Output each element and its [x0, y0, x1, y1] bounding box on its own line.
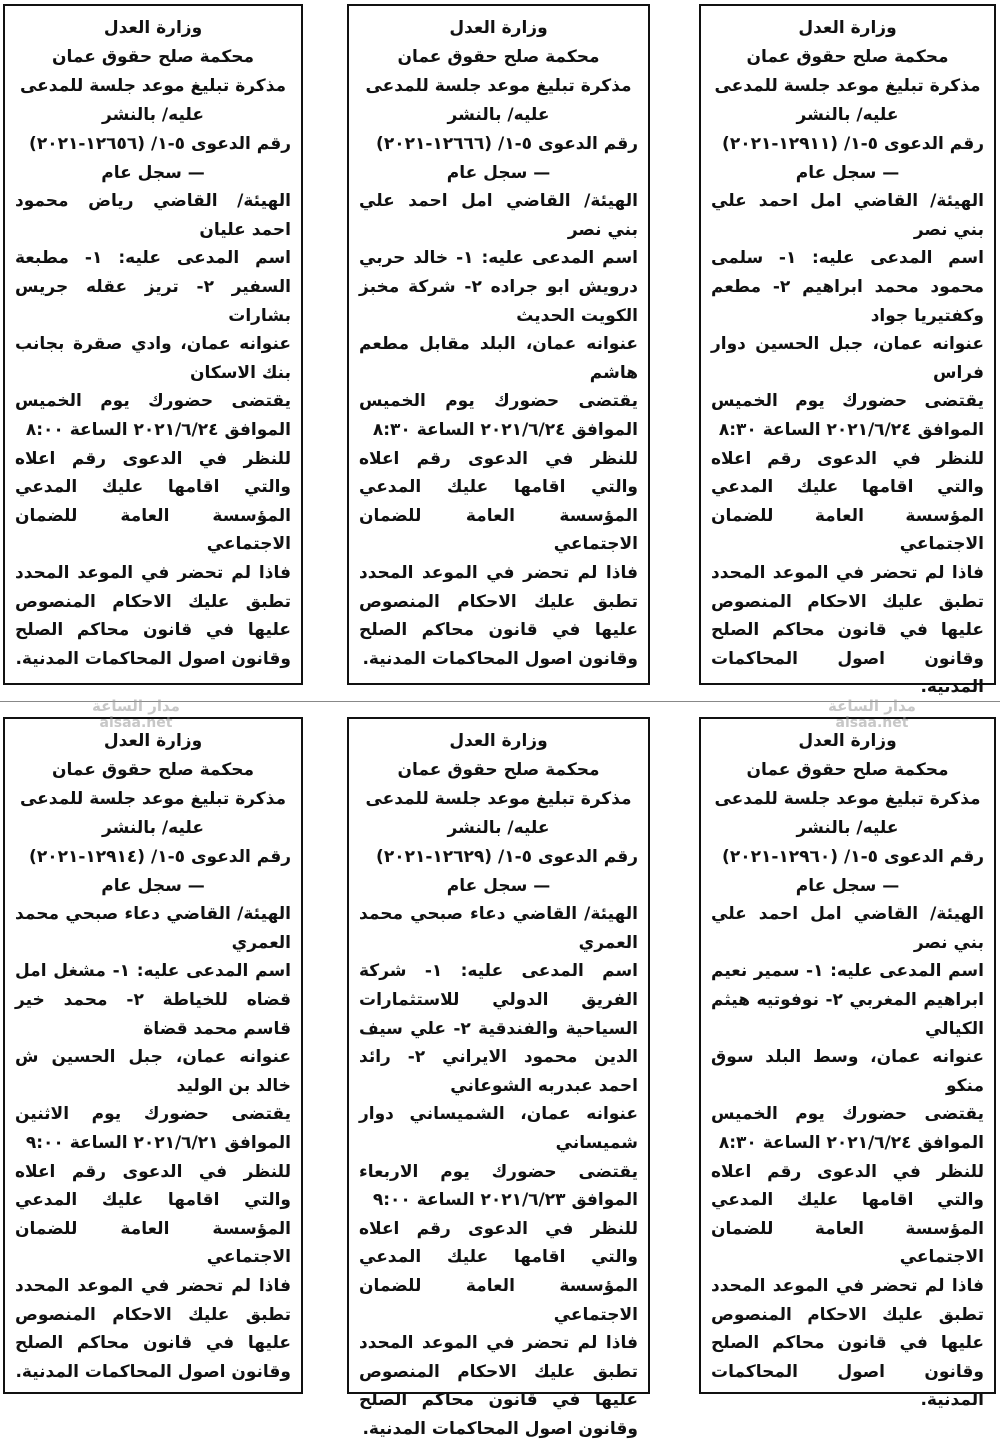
warning-text: فاذا لم تحضر في الموعد المحدد تطبق عليك الاحكام المنصوص عليها في قانون محاكم الصلح وقانون اصول المحاكمات المدنية. [359, 1333, 638, 1439]
ministry-title: وزارة العدل [449, 731, 548, 751]
ministry-title: وزارة العدل [103, 18, 203, 38]
ministry-title: وزارة العدل [449, 18, 548, 38]
registry: — سجل عام [795, 162, 900, 183]
judicial-panel: الهيئة/ القاضي دعاء صبحي محمد العمري [359, 904, 638, 953]
lawsuit-text: للنظر في الدعوى رقم اعلاه والتي اقامها عليك المدعي المؤسسة العامة للضمان الاجتماعي [15, 448, 291, 555]
attendance-date: يقتضى حضورك يوم الاربعاء الموافق ٢٠٢١/٦/٢٣ الساعة ٩:٠٠ [359, 1161, 638, 1211]
notice-top-middle [347, 4, 650, 685]
court-name: محكمة صلح حقوق عمان [52, 760, 254, 780]
notice-top-left [3, 4, 303, 685]
court-name: محكمة صلح حقوق عمان [746, 760, 949, 780]
notice-type: مذكرة تبليغ موعد جلسة للمدعى [714, 76, 981, 96]
notice-type: مذكرة تبليغ موعد جلسة للمدعى [19, 76, 287, 96]
notice-bottom-right [699, 717, 996, 1411]
defendant-names: اسم المدعى عليه: ١- مطبعة السفير ٢- تريز عقله جريس بشارات [15, 248, 291, 326]
judicial-panel: الهيئة/ القاضي امل احمد علي بني نصر [711, 904, 984, 953]
attendance-date: يقتضى حضورك يوم الاثنين الموافق ٢٠٢١/٦/٢١ الساعة ٩:٠٠ [15, 1104, 291, 1153]
defendant-names: اسم المدعى عليه: ١- شركة الفريق الدولي للاستثمارات السياحية والفندقية ٢- علي سيف الدين محمود الايراني ٢- رائد احمد عبدربه الشوعاني [359, 961, 639, 1096]
warning-text: فاذا لم تحضر في الموعد المحدد تطبق عليك الاحكام المنصوص عليها في قانون محاكم الصلح وقانون اصول المحاكمات المدنية. [711, 562, 984, 698]
attendance-date: يقتضى حضورك يوم الخميس الموافق ٢٠٢١/٦/٢٤ الساعة ٨:٠٠ [15, 391, 291, 440]
defendant-address: عنوانه عمان، الشميساني دوار شميساني [359, 1104, 638, 1153]
attendance-date: يقتضى حضورك يوم الخميس الموافق ٢٠٢١/٦/٢٤ الساعة ٨:٣٠ [711, 391, 984, 440]
warning-text: فاذا لم تحضر في الموعد المحدد تطبق عليك الاحكام المنصوص عليها في قانون محاكم الصلح وقانون اصول المحاكمات المدنية. [711, 1275, 984, 1411]
defendant-address: عنوانه عمان، وادي صقرة بجانب بنك الاسكان [15, 334, 291, 383]
ministry-title: وزارة العدل [798, 18, 897, 38]
notice-bottom-left [3, 717, 303, 1394]
registry: — سجل عام [101, 875, 205, 896]
defendant-address: عنوانه عمان، وسط البلد سوق منكو [711, 1047, 984, 1096]
attendance-date: يقتضى حضورك يوم الخميس الموافق ٢٠٢١/٦/٢٤ الساعة ٨:٣٠ [359, 391, 638, 440]
case-number: رقم الدعوى ٥-١/ (١٢٦٢٩-٢٠٢١) [376, 847, 638, 867]
lawsuit-text: للنظر في الدعوى رقم اعلاه والتي اقامها عليك المدعي المؤسسة العامة للضمان الاجتماعي [359, 448, 638, 555]
case-number: رقم الدعوى ٥-١/ (١٢٦٥٦-٢٠٢١) [29, 134, 291, 154]
warning-text: فاذا لم تحضر في الموعد المحدد تطبق عليك الاحكام المنصوص عليها في قانون محاكم الصلح وقانون اصول المحاكمات المدنية. [359, 562, 638, 669]
notice-method: عليه/ بالنشر [102, 818, 204, 838]
ministry-title: وزارة العدل [798, 731, 897, 751]
lawsuit-text: للنظر في الدعوى رقم اعلاه والتي اقامها عليك المدعي المؤسسة العامة للضمان الاجتماعي [711, 1161, 984, 1268]
lawsuit-text: للنظر في الدعوى رقم اعلاه والتي اقامها عليك المدعي المؤسسة العامة للضمان الاجتماعي [711, 448, 984, 555]
watermark-name: مدار الساعة [828, 697, 916, 715]
watermark-site: alsaa.net [99, 715, 173, 731]
notice-method: عليه/ بالنشر [102, 105, 204, 125]
attendance-date: يقتضى حضورك يوم الخميس الموافق ٢٠٢١/٦/٢٤ الساعة ٨:٣٠ [711, 1104, 984, 1153]
defendant-names: اسم المدعى عليه: ١- خالد حربي درويش ابو جراده ٢- شركة مخبز الكويت الحديث [359, 248, 638, 326]
case-number: رقم الدعوى ٥-١/ (١٢٩١١-٢٠٢١) [722, 134, 984, 154]
registry: — سجل عام [446, 162, 551, 183]
case-number: رقم الدعوى ٥-١/ (١٢٩١٤-٢٠٢١) [29, 847, 291, 867]
registry: — سجل عام [795, 875, 900, 896]
defendant-address: عنوانه عمان، جبل الحسين دوار فراس [711, 334, 984, 383]
notice-method: عليه/ بالنشر [796, 818, 899, 838]
registry: — سجل عام [101, 162, 205, 183]
court-name: محكمة صلح حقوق عمان [397, 760, 600, 780]
judicial-panel: الهيئة/ القاضي دعاء صبحي محمد العمري [15, 904, 291, 953]
notice-top-right [699, 4, 996, 698]
judicial-panel: الهيئة/ القاضي امل احمد علي بني نصر [711, 191, 984, 240]
row-divider [0, 701, 1000, 702]
defendant-address: عنوانه عمان، جبل الحسين ش خالد بن الوليد [15, 1047, 291, 1096]
watermark-name: مدار الساعة [92, 697, 180, 715]
notice-type: مذكرة تبليغ موعد جلسة للمدعى [365, 76, 632, 96]
notice-type: مذكرة تبليغ موعد جلسة للمدعى [19, 789, 287, 809]
defendant-names: اسم المدعى عليه: ١- مشغل امل قضاه للخياطة ٢- محمد خير قاسم محمد قضاة [15, 961, 291, 1039]
lawsuit-text: للنظر في الدعوى رقم اعلاه والتي اقامها عليك المدعي المؤسسة العامة للضمان الاجتماعي [15, 1161, 291, 1268]
court-name: محكمة صلح حقوق عمان [746, 47, 949, 67]
case-number: رقم الدعوى ٥-١/ (١٢٦٦٦-٢٠٢١) [376, 134, 638, 154]
case-number: رقم الدعوى ٥-١/ (١٢٩٦٠-٢٠٢١) [722, 847, 984, 867]
notice-type: مذكرة تبليغ موعد جلسة للمدعى [365, 789, 632, 809]
warning-text: فاذا لم تحضر في الموعد المحدد تطبق عليك الاحكام المنصوص عليها في قانون محاكم الصلح وقانون اصول المحاكمات المدنية. [15, 562, 291, 669]
court-name: محكمة صلح حقوق عمان [52, 47, 254, 67]
notice-type: مذكرة تبليغ موعد جلسة للمدعى [714, 789, 981, 809]
defendant-names: اسم المدعى عليه: ١- سمير نعيم ابراهيم المغربي ٢- نوفوتيه هيثم الكيالي [711, 961, 984, 1039]
notice-method: عليه/ بالنشر [447, 818, 550, 838]
ministry-title: وزارة العدل [103, 731, 203, 751]
notice-method: عليه/ بالنشر [447, 105, 550, 125]
watermark-site: alsaa.net [835, 715, 909, 731]
court-name: محكمة صلح حقوق عمان [397, 47, 600, 67]
judicial-panel: الهيئة/ القاضي امل احمد علي بني نصر [359, 191, 638, 240]
judicial-panel: الهيئة/ القاضي رياض محمود احمد عليان [15, 191, 291, 240]
defendant-address: عنوانه عمان، البلد مقابل مطعم هاشم [359, 334, 638, 383]
warning-text: فاذا لم تحضر في الموعد المحدد تطبق عليك الاحكام المنصوص عليها في قانون محاكم الصلح وقانون اصول المحاكمات المدنية. [15, 1275, 291, 1382]
notice-bottom-middle [347, 717, 650, 1439]
defendant-names: اسم المدعى عليه: ١- سلمى محمود محمد ابراهيم ٢- مطعم وكفتيريا جواد [711, 248, 984, 326]
notice-method: عليه/ بالنشر [796, 105, 899, 125]
lawsuit-text: للنظر في الدعوى رقم اعلاه والتي اقامها عليك المدعي المؤسسة العامة للضمان الاجتماعي [359, 1218, 638, 1325]
registry: — سجل عام [446, 875, 551, 896]
